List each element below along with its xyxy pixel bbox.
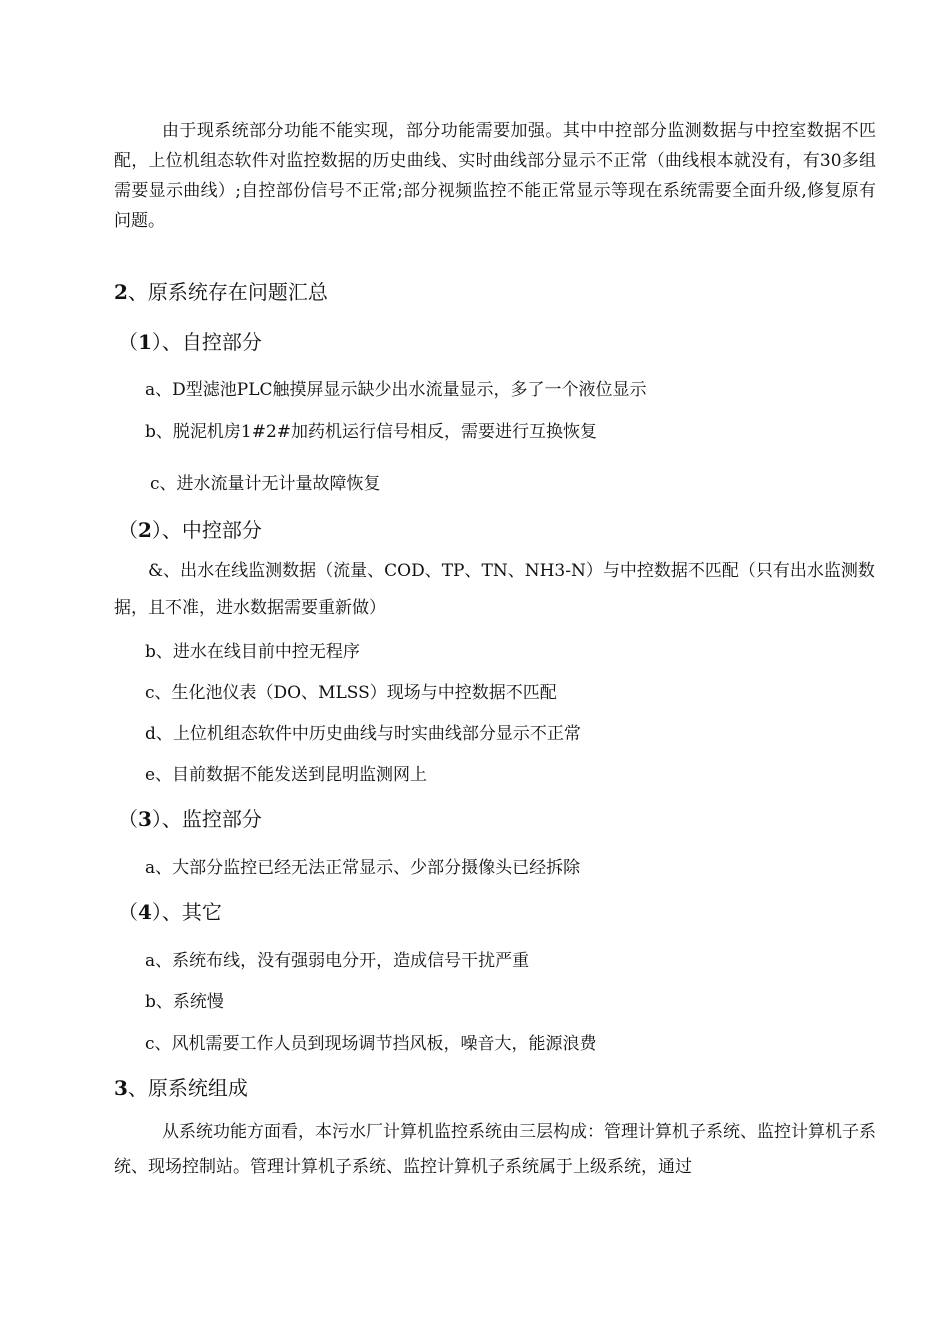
section-2-heading xyxy=(114,278,328,306)
list-item: b、脱泥机房1#2#加药机运行信号相反，需要进行互换恢复 xyxy=(145,422,598,442)
list-item: a、大部分监控已经无法正常显示、少部分摄像头已经拆除 xyxy=(145,858,581,878)
list-item: e、目前数据不能发送到昆明监测网上 xyxy=(145,765,428,785)
list-item: c、风机需要工作人员到现场调节挡风板，噪音大，能源浪费 xyxy=(145,1034,597,1054)
subsection-4-number: 4 xyxy=(138,900,152,924)
subsection-4-title: ）、其它 xyxy=(151,900,222,924)
list-item: d、上位机组态软件中历史曲线与时实曲线部分显示不正常 xyxy=(145,724,581,744)
list-item: a、D型滤池PLC触摸屏显示缺少出水流量显示，多了一个液位显示 xyxy=(145,380,647,400)
intro-paragraph: 由于现系统部分功能不能实现，部分功能需要加强。其中中控部分监测数据与中控室数据不匹配，上位机组态软件对监控数据的历史曲线、实时曲线部分显示不正常（曲线根本就没有，有30多组需要显示曲线）;自控部份信号不正常;部分视频监控不能正常显示等现在系统需要全面升级,修复原有问题。 xyxy=(114,121,876,231)
section-2-number: 2 xyxy=(114,280,128,304)
list-item: a、系统布线，没有强弱电分开，造成信号干扰严重 xyxy=(145,951,530,971)
subsection-1-open: （ xyxy=(118,330,138,354)
subsection-2-number: 2 xyxy=(138,518,152,542)
subsection-2-open: （ xyxy=(118,518,138,542)
list-item: &、出水在线监测数据（流量、COD、TP、TN、NH3-N）与中控数据不匹配（只有出水监测数据，且不准，进水数据需要重新做） xyxy=(114,561,875,618)
subsection-1-number: 1 xyxy=(138,330,152,354)
list-item: b、进水在线目前中控无程序 xyxy=(145,642,360,662)
subsection-2-title: ）、中控部分 xyxy=(151,518,262,542)
subsection-3-title: ）、监控部分 xyxy=(151,807,262,831)
subsection-4-heading xyxy=(118,898,222,926)
list-item: c、进水流量计无计量故障恢复 xyxy=(150,474,381,494)
subsection-3-open: （ xyxy=(118,807,138,831)
section-3-number: 3 xyxy=(114,1076,128,1100)
outro-paragraph: 从系统功能方面看，本污水厂计算机监控系统由三层构成：管理计算机子系统、监控计算机子系统、现场控制站。管理计算机子系统、监控计算机子系统属于上级系统，通过 xyxy=(114,1122,876,1177)
subsection-1-heading xyxy=(118,328,262,356)
subsection-4-open: （ xyxy=(118,900,138,924)
subsection-2-heading xyxy=(118,516,262,544)
section-3-title: 、原系统组成 xyxy=(127,1076,248,1100)
list-item: b、系统慢 xyxy=(145,992,224,1012)
subsection-3-number: 3 xyxy=(138,807,152,831)
section-3-heading xyxy=(114,1074,248,1102)
list-item: c、生化池仪表（DO、MLSS）现场与中控数据不匹配 xyxy=(145,683,557,703)
subsection-1-title: ）、自控部分 xyxy=(151,330,262,354)
section-2-title: 、原系统存在问题汇总 xyxy=(127,280,328,304)
subsection-3-heading xyxy=(118,805,262,833)
